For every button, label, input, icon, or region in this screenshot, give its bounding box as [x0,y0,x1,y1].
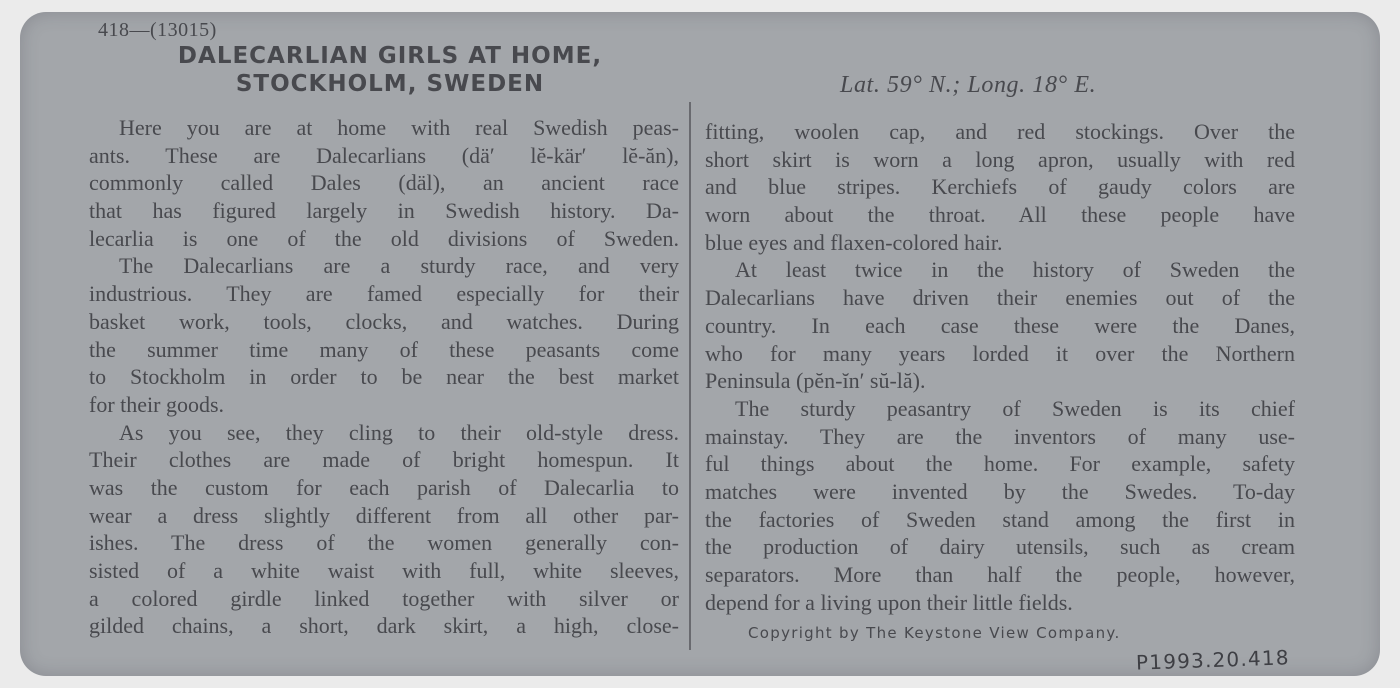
text-line: basket work, tools, clocks, and watches. During [89,308,679,334]
text-line: depend for a living upon their little fields. [705,589,1073,615]
text-line: a colored girdle linked together with silver or [89,585,679,611]
text-line: the production of dairy utensils, such as cream [705,534,1295,560]
text-line: to Stockholm in order to be near the best market [89,364,679,390]
text-line: ful things about the home. For example, safety [705,451,1295,477]
text-line: ants. These are Dalecarlians (dä′ lĕ-kär′ lĕ-ăn), [89,142,679,168]
text-line: gilded chains, a short, dark skirt, a high, close- [89,613,679,639]
column-divider [689,102,691,650]
handwritten-catalog-number: P1993.20.418 [1135,645,1291,675]
copyright-notice: Copyright by The Keystone View Company. [748,624,1121,642]
text-line: Peninsula (pĕn-ĭn′ sŭ-lă). [705,368,926,394]
text-line: and blue stripes. Kerchiefs of gaudy colors are [705,174,1295,200]
text-line: that has figured largely in Swedish history. Da- [89,198,679,224]
text-line: sisted of a white waist with full, white sleeves, [89,558,679,583]
stereoview-card-back [20,12,1380,676]
text-line: country. In each case these were the Danes, [705,312,1295,338]
text-line: lecarlia is one of the old divisions of Sweden. [89,225,679,251]
text-column-right [705,118,1295,616]
text-line: who for many years lorded it over the Northern [705,340,1295,366]
text-line: Dalecarlians have driven their enemies out of the [705,285,1295,311]
text-line: for their goods. [89,391,225,417]
title-line-2: STOCKHOLM, SWEDEN [235,71,545,97]
text-line: mainstay. They are the inventors of many use- [705,423,1295,449]
text-line: wear a dress slightly different from all other par- [89,502,679,528]
text-line: Their clothes are made of bright homespun. It [89,447,679,473]
lat-long-caption: Lat. 59° N.; Long. 18° E. [840,72,1097,98]
text-line: The sturdy peasantry of Sweden is its chief [735,395,1295,421]
text-column-left [89,114,679,640]
text-line: industrious. They are famed especially for their [89,281,679,307]
card-title [116,42,664,98]
text-line: As you see, they cling to their old-style dress. [119,419,679,445]
text-line: The Dalecarlians are a sturdy race, and very [119,253,679,279]
text-line: At least twice in the history of Sweden the [735,257,1295,283]
text-line: the summer time many of these peasants come [89,336,679,362]
text-line: worn about the throat. All these people have [705,202,1295,228]
text-line: blue eyes and flaxen-colored hair. [705,229,1003,255]
text-line: the factories of Sweden stand among the first in [705,506,1295,532]
title-line-1: DALECARLIAN GIRLS AT HOME, [177,43,603,69]
text-line: commonly called Dales (däl), an ancient race [89,170,679,196]
catalog-number: 418—(13015) [98,19,217,41]
text-line: ishes. The dress of the women generally con- [89,530,679,556]
text-line: Here you are at home with real Swedish peas- [119,115,679,140]
text-line: separators. More than half the people, however, [705,562,1295,587]
text-line: was the custom for each parish of Dalecarlia to [89,474,679,500]
text-line: short skirt is worn a long apron, usually with red [705,146,1295,172]
text-line: matches were invented by the Swedes. To-day [705,478,1295,504]
text-line: fitting, woolen cap, and red stockings. Over the [705,119,1295,144]
